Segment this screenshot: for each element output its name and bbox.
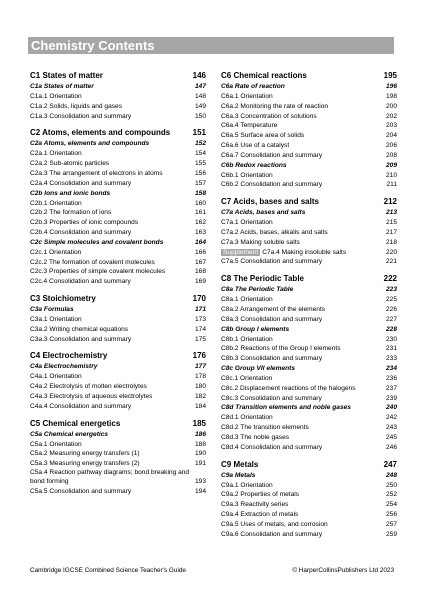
entry-title: C1a.2 Solids, liquids and gases [30, 102, 123, 110]
toc-entry [30, 487, 206, 497]
entry-title: C5a Chemical energetics [30, 430, 109, 438]
toc-entry [30, 449, 206, 459]
page-number: 256 [385, 510, 397, 518]
entry-title: C8b.3 Consolidation and summary [221, 355, 323, 363]
page-number: 222 [383, 274, 397, 284]
entry-title: C8a.3 Consolidation and summary [221, 315, 323, 323]
toc-entry [30, 218, 206, 228]
page-number: 202 [385, 112, 397, 120]
page-number: 196 [385, 83, 397, 90]
entry-title: C6a.5 Surface area of solids [221, 132, 305, 140]
entry-title: C6a.3 Concentration of solutions [221, 112, 317, 120]
toc-entry [221, 394, 397, 404]
toc-entry [221, 423, 397, 433]
entry-title: C9 Metals [221, 459, 259, 469]
page-number: 186 [194, 430, 206, 438]
entry-title: C1 States of matter [30, 71, 103, 80]
entry-title: C5a.2 Measuring energy transfers (1) [30, 450, 140, 458]
section-heading [221, 82, 397, 92]
entry-title: C2c.3 Properties of simple covalent molecules [30, 268, 166, 276]
entry-title: C5a.5 Consolidation and summary [30, 487, 132, 495]
toc-entry [30, 392, 206, 402]
page-number: 173 [194, 315, 206, 323]
entry-title: C8b Group I elements [221, 325, 290, 333]
section-heading [30, 362, 206, 372]
toc-entry [30, 179, 206, 189]
page-number: 248 [385, 471, 397, 479]
entry-title: C2b.1 Orientation [30, 199, 82, 207]
toc-entry [30, 402, 206, 412]
page-number: 195 [383, 71, 397, 80]
page-number: 242 [385, 414, 397, 422]
chapter-heading [30, 350, 206, 362]
chapter-heading [30, 418, 206, 430]
page-number: 157 [194, 179, 206, 187]
toc-entry [30, 159, 206, 169]
entry-title: C8c Group VII elements [221, 364, 296, 372]
toc-entry [221, 354, 397, 364]
page-number: 231 [385, 345, 397, 353]
page-number: 198 [385, 93, 397, 100]
toc-entry [221, 180, 397, 190]
entry-title: C5a.4 Reaction pathway diagrams; bond breaking and bond forming [30, 468, 190, 485]
entry-title [221, 248, 346, 258]
entry-title: C9a.2 Properties of metals [221, 491, 300, 499]
page-number: 193 [194, 477, 206, 485]
page-number: 158 [194, 189, 206, 197]
chapter-heading [221, 196, 397, 208]
entry-title: C2a.2 Sub-atomic particles [30, 160, 110, 168]
entry-title: C3a Formulas [30, 305, 74, 313]
chapter-heading [221, 273, 397, 285]
page-number: 175 [194, 335, 206, 343]
page-number: 185 [192, 418, 206, 428]
toc-entry [30, 277, 206, 287]
entry-title: C4a.1 Orientation [30, 373, 82, 381]
entry-title: C7a Acids, bases and salts [221, 209, 306, 217]
page-number: 149 [194, 102, 206, 110]
page-number: 221 [385, 258, 397, 266]
page-number: 230 [385, 335, 397, 343]
entry-title: C2a.1 Orientation [30, 150, 82, 158]
toc-entry [30, 325, 206, 335]
section-heading [30, 189, 206, 199]
toc-entry [30, 248, 206, 258]
page-number: 210 [385, 171, 397, 179]
toc-entry [221, 112, 397, 122]
entry-title: C3 Stoichiometry [30, 293, 96, 303]
entry-title: C9a.5 Uses of metals, and corrosion [221, 520, 328, 528]
page-number: 184 [194, 402, 206, 410]
page-number: 236 [385, 374, 397, 382]
page-number: 226 [385, 305, 397, 313]
page-number: 152 [194, 140, 206, 148]
page-number: 178 [194, 373, 206, 381]
entry-title: C3a.2 Writing chemical equations [30, 325, 129, 333]
toc-entry [30, 208, 206, 218]
page-number: 245 [385, 433, 397, 441]
entry-title: C4a.3 Electrolysis of aqueous electrolytes [30, 392, 153, 400]
page-number: 225 [385, 296, 397, 304]
page-number: 168 [194, 268, 206, 276]
page-number: 259 [385, 530, 397, 538]
toc-entry [30, 459, 206, 469]
entry-title: C9a.6 Consolidation and summary [221, 530, 323, 538]
page-number: 161 [194, 209, 206, 217]
entry-title: C7a.2 Acids, bases, alkalis and salts [221, 228, 328, 236]
section-heading [221, 325, 397, 335]
contents-column-left [30, 70, 206, 496]
entry-title: C1a.3 Consolidation and summary [30, 112, 132, 120]
page-number: 174 [194, 325, 206, 333]
entry-title: C2 Atoms, elements and compounds [30, 128, 171, 138]
toc-entry [221, 151, 397, 161]
page-number: 254 [385, 501, 397, 509]
entry-title: C2b.2 The formation of ions [30, 209, 112, 217]
page-number: 223 [385, 286, 397, 294]
toc-entry [30, 149, 206, 159]
chapter-heading [221, 459, 397, 471]
toc-entry [30, 92, 206, 102]
page-number: 211 [386, 181, 397, 189]
entry-title: C2a.3 The arrangement of electrons in atoms [30, 169, 163, 177]
toc-entry [221, 433, 397, 443]
toc-entry [221, 344, 397, 354]
page-number: 246 [385, 443, 397, 451]
chapter-heading [30, 293, 206, 305]
toc-entry [30, 258, 206, 268]
section-heading [221, 364, 397, 374]
toc-entry [221, 530, 397, 540]
page-number: 234 [385, 364, 397, 372]
toc-entry [221, 305, 397, 315]
page-number: 188 [194, 440, 206, 448]
page-number: 166 [194, 248, 206, 256]
entry-title: C8a The Periodic Table [221, 286, 294, 294]
page-number: 171 [194, 305, 206, 313]
entry-title: C4a Electrochemistry [30, 363, 98, 371]
section-heading [221, 161, 397, 171]
page-number: 167 [194, 258, 206, 266]
entry-title: C8a.1 Orientation [221, 296, 273, 304]
entry-title: C9a Metals [221, 471, 256, 479]
page-number: 247 [383, 459, 397, 469]
page-number: 227 [385, 315, 397, 323]
page-number: 191 [194, 460, 206, 468]
entry-title: C6b Redox reactions [221, 161, 287, 169]
entry-title: C2a.4 Consolidation and summary [30, 179, 132, 187]
entry-title: C6a.1 Orientation [221, 93, 273, 100]
page-number: 162 [194, 219, 206, 227]
toc-entry [221, 248, 397, 258]
page-number: 154 [194, 150, 206, 158]
page-number: 252 [385, 491, 397, 499]
entry-title: C5a.3 Measuring energy transfers (2) [30, 460, 140, 468]
page-number: 177 [194, 363, 206, 371]
toc-entry [30, 315, 206, 325]
entry-title: C1a.1 Orientation [30, 93, 82, 100]
section-heading [221, 471, 397, 481]
chapter-heading [221, 70, 397, 82]
entry-title: C8d Transition elements and noble gases [221, 404, 351, 412]
entry-title: C6b.1 Orientation [221, 171, 273, 179]
section-heading [221, 285, 397, 295]
page-number: 237 [385, 384, 397, 392]
page-number: 151 [192, 128, 206, 138]
footer-book-title: Cambridge IGCSE Combined Science Teacher's Guide [30, 567, 186, 574]
page-number: 148 [194, 93, 206, 100]
entry-title: C3a.3 Consolidation and summary [30, 335, 132, 343]
page-number: 243 [385, 424, 397, 432]
toc-entry [221, 500, 397, 510]
toc-entry [30, 440, 206, 450]
entry-title: C1a States of matter [30, 83, 94, 90]
entry-title: C5a.1 Orientation [30, 440, 82, 448]
page-number: 169 [194, 278, 206, 286]
toc-entry [221, 295, 397, 305]
entry-title: C6a.6 Use of a catalyst [221, 141, 290, 149]
toc-entry [30, 382, 206, 392]
section-heading [30, 139, 206, 149]
toc-entry [30, 372, 206, 382]
section-heading [221, 208, 397, 218]
entry-title: C2b Ions and ionic bonds [30, 189, 111, 197]
toc-entry [221, 520, 397, 530]
entry-title: C7 Acids, bases and salts [221, 197, 319, 207]
footer-copyright: © HarperCollinsPublishers Ltd 2023 [292, 567, 394, 574]
page-number: 240 [385, 404, 397, 412]
toc-entry [221, 228, 397, 238]
chapter-heading [30, 70, 206, 82]
toc-entry [30, 102, 206, 112]
toc-entry [221, 510, 397, 520]
page-number: 150 [194, 112, 206, 120]
page-number: 176 [192, 351, 206, 361]
supplement-badge: Supplement [223, 248, 259, 256]
page-number: 203 [385, 122, 397, 130]
toc-entry [221, 335, 397, 345]
page-number: 200 [385, 102, 397, 110]
toc-entry [221, 413, 397, 423]
page-number: 194 [194, 487, 206, 495]
entry-title: C8c.2 Displacement reactions of the halogens [221, 384, 356, 392]
toc-entry [221, 443, 397, 453]
page-number: 213 [385, 209, 397, 217]
page-number: 212 [383, 197, 397, 207]
entry-title: C2b.3 Properties of ionic compounds [30, 219, 139, 227]
entry-title: C8c.3 Consolidation and summary [221, 394, 322, 402]
page-number: 180 [194, 383, 206, 391]
page-number: 160 [194, 199, 206, 207]
page-number: 217 [385, 228, 397, 236]
page-number: 257 [385, 520, 397, 528]
entry-title: C8b.1 Orientation [221, 335, 273, 343]
entry-title: C8 The Periodic Table [221, 274, 304, 284]
entry-title-text: C7a.4 Making insoluble salts [262, 248, 347, 256]
toc-entry [221, 257, 397, 267]
page-number: 228 [385, 325, 397, 333]
page-number: 220 [385, 248, 397, 256]
entry-title: C4 Electrochemistry [30, 351, 108, 361]
toc-entry [221, 238, 397, 248]
entry-title: C6b.2 Consolidation and summary [221, 181, 323, 189]
entry-title: C3a.1 Orientation [30, 315, 82, 323]
section-heading [30, 305, 206, 315]
section-heading [30, 430, 206, 440]
entry-title: C9a.4 Extraction of metals [221, 510, 299, 518]
entry-title: C8d.1 Orientation [221, 414, 273, 422]
toc-entry [221, 481, 397, 491]
toc-entry [30, 169, 206, 179]
page-number: 250 [385, 481, 397, 489]
entry-title: C2c Simple molecules and covalent bonds [30, 238, 164, 246]
entry-title: C4a.4 Consolidation and summary [30, 402, 132, 410]
entry-title: C8d.3 The noble gases [221, 433, 290, 441]
toc-entry [221, 121, 397, 131]
entry-title: C2c.4 Consolidation and summary [30, 278, 131, 286]
page-number: 190 [194, 450, 206, 458]
page-number: 182 [194, 392, 206, 400]
toc-entry [221, 131, 397, 141]
entry-title: C6a Rate of reaction [221, 83, 285, 90]
entry-title: C2c.1 Orientation [30, 248, 82, 256]
page-number: 233 [385, 355, 397, 363]
entry-title: C9a.3 Reactivity series [221, 501, 289, 509]
entry-title: C2a Atoms, elements and compounds [30, 140, 150, 148]
toc-entry [221, 102, 397, 112]
toc-entry [30, 469, 206, 487]
entry-title: C5 Chemical energetics [30, 418, 121, 428]
toc-entry [221, 315, 397, 325]
section-heading [221, 403, 397, 413]
page-number: 239 [385, 394, 397, 402]
chapter-heading [30, 127, 206, 139]
entry-title: C4a.2 Electrolysis of molten electrolytes [30, 383, 147, 391]
entry-title: C2b.4 Consolidation and summary [30, 228, 132, 236]
entry-title: C6a.7 Consolidation and summary [221, 151, 323, 159]
toc-entry [221, 384, 397, 394]
entry-title: C8a.2 Arrangement of the elements [221, 305, 326, 313]
toc-entry [30, 112, 206, 122]
page-number: 170 [192, 293, 206, 303]
entry-title: C6a.2 Monitoring the rate of reaction [221, 102, 329, 110]
page-number: 163 [194, 228, 206, 236]
toc-entry [30, 335, 206, 345]
entry-title: C2c.2 The formation of covalent molecules [30, 258, 155, 266]
entry-title: C7a.3 Making soluble salts [221, 238, 300, 246]
toc-entry [30, 199, 206, 209]
page-number: 204 [385, 132, 397, 140]
page-number: 147 [194, 83, 206, 90]
entry-title: C7a.1 Orientation [221, 219, 273, 227]
entry-title: C9a.1 Orientation [221, 481, 273, 489]
section-heading [30, 82, 206, 92]
toc-entry [221, 92, 397, 102]
entry-title: C6a.4 Temperature [221, 122, 278, 130]
page-number: 215 [385, 219, 397, 227]
toc-entry [221, 490, 397, 500]
toc-entry [221, 218, 397, 228]
entry-title: C6 Chemical reactions [221, 71, 307, 80]
page-number: 156 [194, 169, 206, 177]
page-number: 155 [194, 160, 206, 168]
entry-title: C8b.2 Reactions of the Group I elements [221, 345, 341, 353]
contents-column-right [221, 70, 397, 539]
toc-entry [30, 228, 206, 238]
page-number: 206 [385, 141, 397, 149]
page-number: 146 [192, 71, 206, 80]
entry-title: C8d.4 Consolidation and summary [221, 443, 323, 451]
section-heading [30, 238, 206, 248]
toc-entry [30, 267, 206, 277]
page-number: 208 [385, 151, 397, 159]
page-number: 164 [194, 238, 206, 246]
entry-title: C8d.2 The transition elements [221, 424, 309, 432]
entry-title: C7a.5 Consolidation and summary [221, 258, 323, 266]
toc-entry [221, 374, 397, 384]
page-number: 209 [385, 161, 397, 169]
page-number: 218 [385, 238, 397, 246]
toc-entry [221, 141, 397, 151]
page-title: Chemistry Contents [28, 37, 394, 54]
entry-title: C8c.1 Orientation [221, 374, 273, 382]
toc-entry [221, 171, 397, 181]
